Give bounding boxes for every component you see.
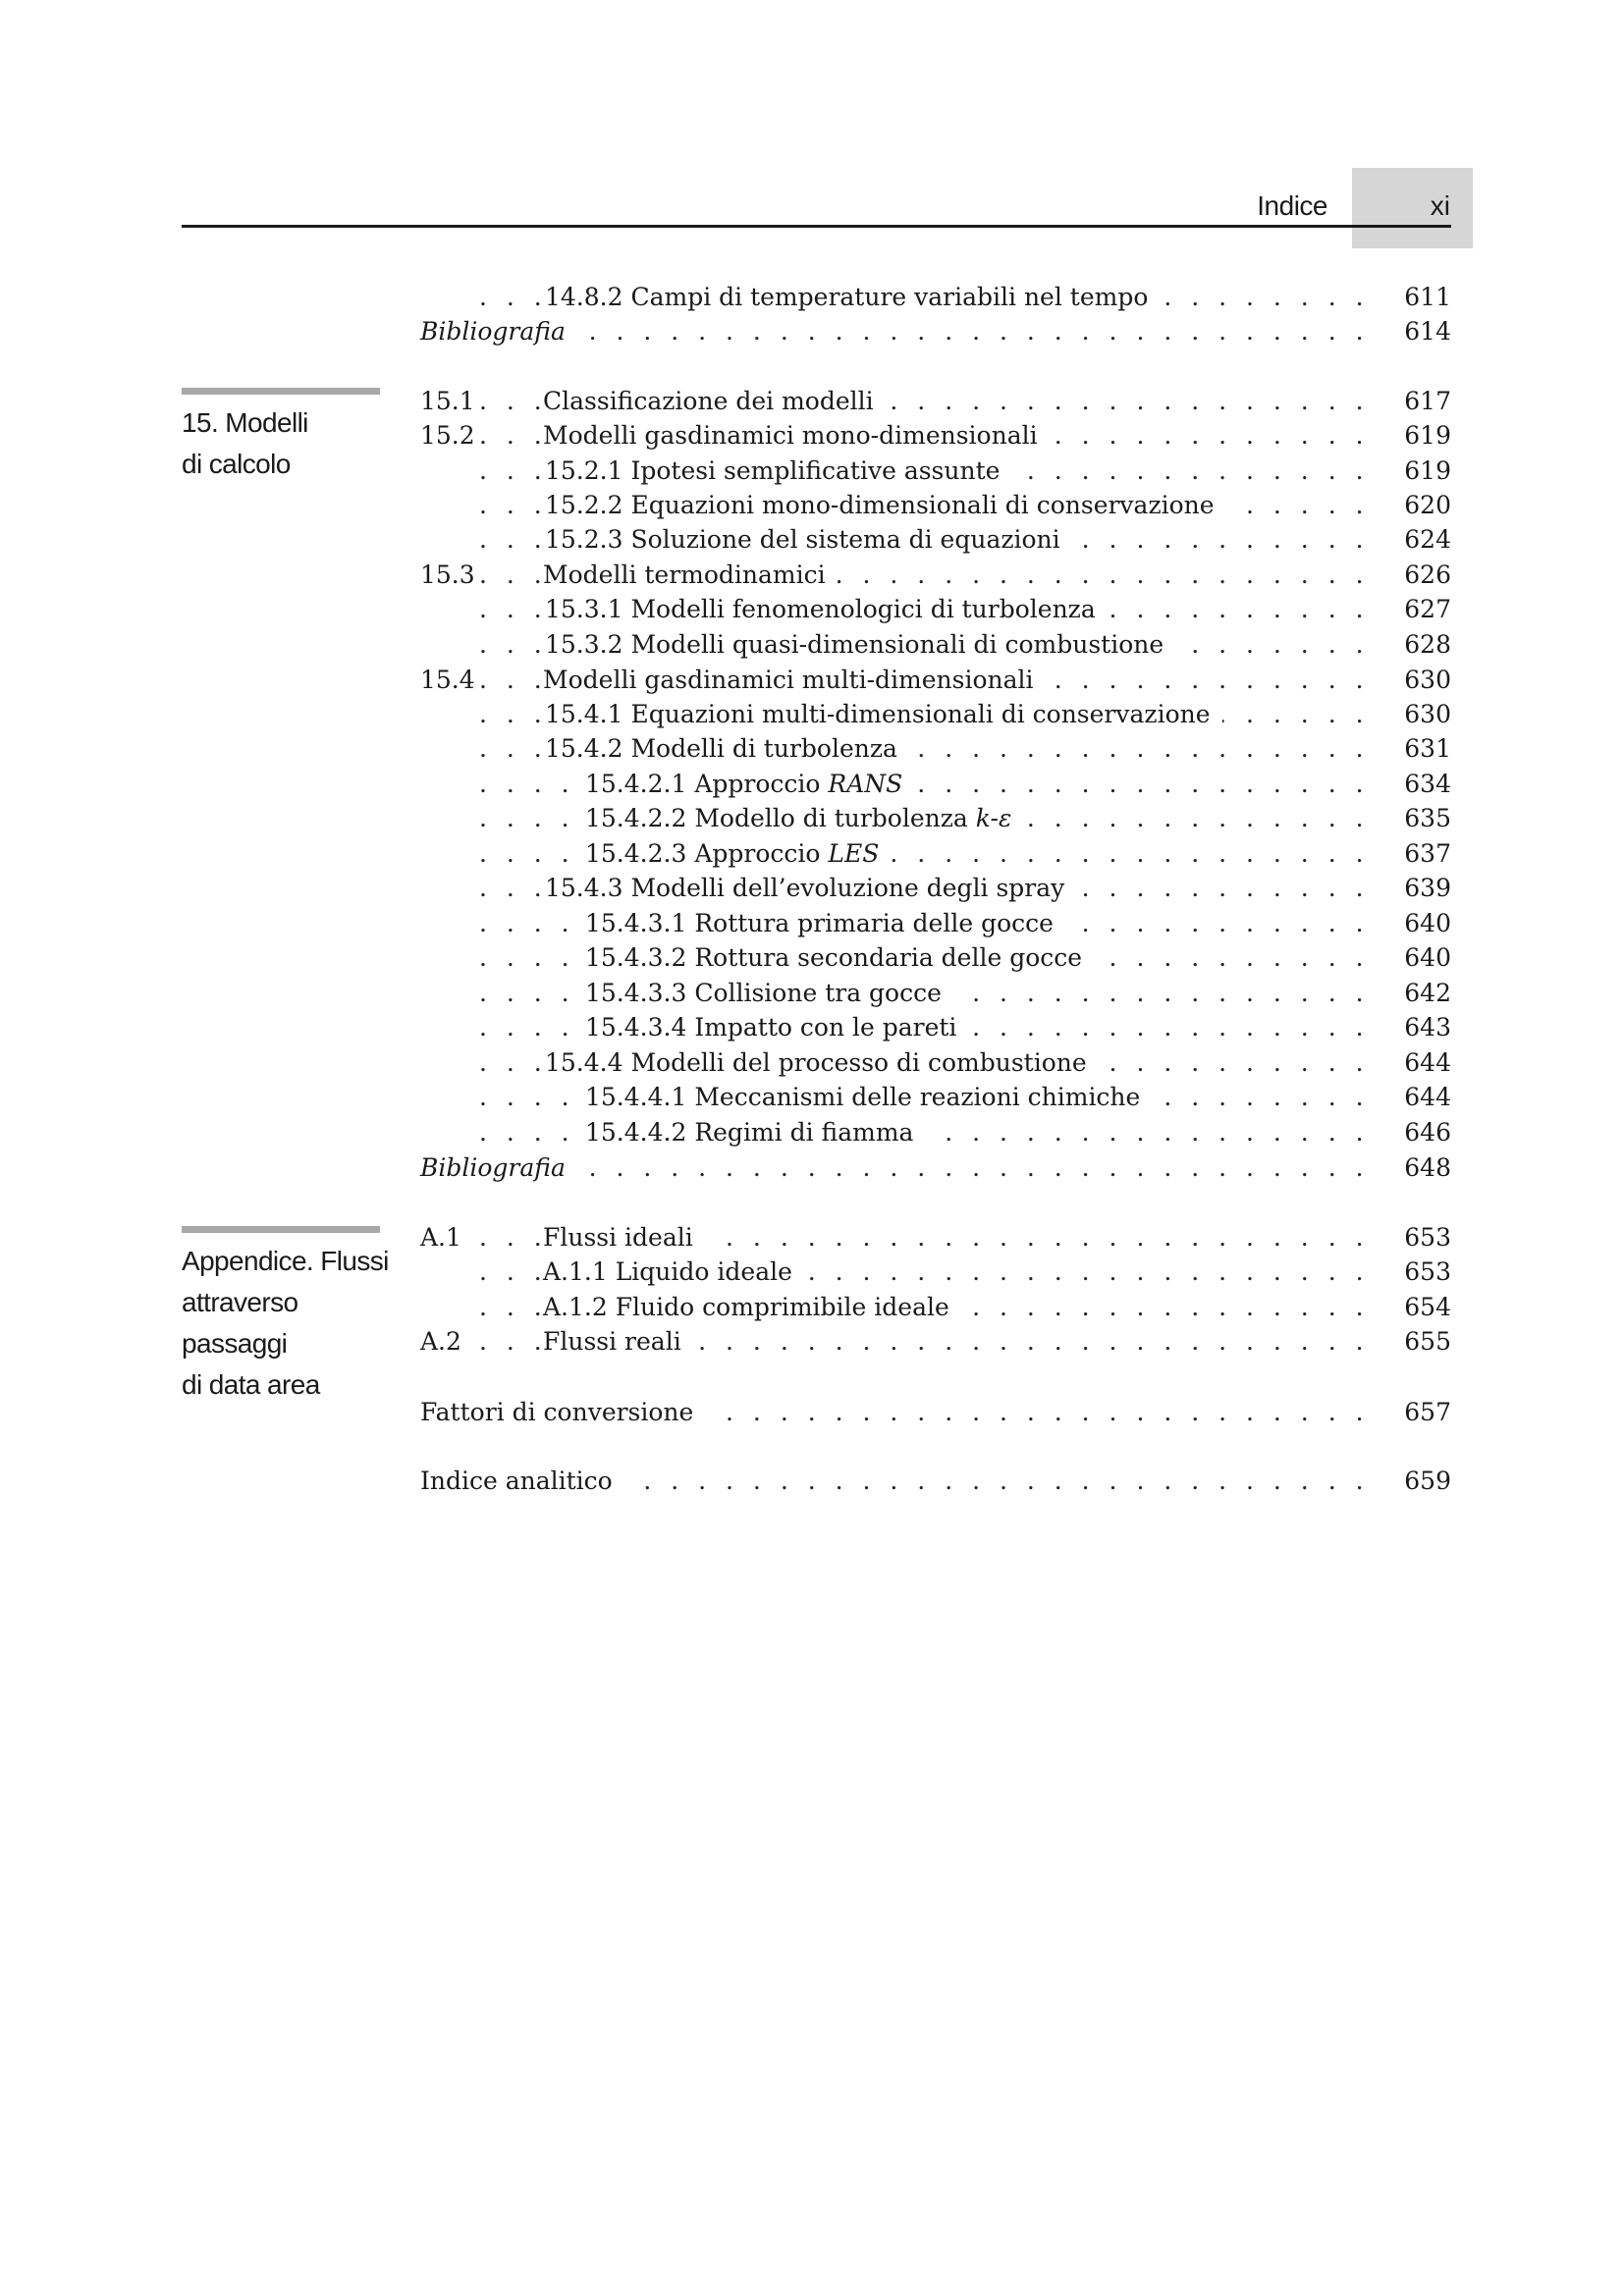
toc-entry[interactable] xyxy=(420,1080,1451,1115)
toc-entry-page: 653 xyxy=(1382,1220,1451,1255)
toc-entry-title: 15.4.2 Modelli di turbolenza xyxy=(545,731,909,767)
toc-entry[interactable] xyxy=(420,1395,1451,1430)
toc-entry-page: 611 xyxy=(1382,280,1451,315)
toc-entry-title: 15.4.4.1 Meccanismi delle reazioni chimiche xyxy=(585,1080,1152,1115)
toc-entry-page: 648 xyxy=(1382,1150,1451,1186)
toc-entry-title-emphasis: k-ε xyxy=(975,804,1012,832)
header-rule xyxy=(182,225,1451,228)
toc-entry-title: 15.4.3.3 Collisione tra gocce xyxy=(585,976,953,1011)
toc-entry-title: 15.4.4 Modelli del processo di combustione xyxy=(545,1045,1099,1081)
toc-entry-title: 15.4.3.2 Rottura secondaria delle gocce xyxy=(585,940,1094,976)
toc-entry-title: 15.4.3.1 Rottura primaria delle gocce xyxy=(585,906,1065,941)
toc-entry[interactable] xyxy=(420,454,1451,489)
toc-entry-title: 15.3.1 Modelli fenomenologici di turbolenza xyxy=(545,592,1108,627)
toc-entry-page: 630 xyxy=(1382,663,1451,698)
toc-entry-title: A.1.1 Liquido ideale xyxy=(543,1255,804,1290)
toc-entry[interactable] xyxy=(420,1290,1451,1325)
toc-entry-page: 659 xyxy=(1382,1464,1451,1499)
toc-entry-page: 637 xyxy=(1382,836,1451,872)
toc-entry-page: 619 xyxy=(1382,418,1451,454)
toc-entry-title: 15.2.3 Soluzione del sistema di equazioni xyxy=(545,522,1072,558)
toc-entry-number: A.2 xyxy=(420,1327,461,1356)
toc-entry-page: 654 xyxy=(1382,1290,1451,1325)
toc-entry-number: 15.1 xyxy=(420,387,475,415)
toc-entry-page: 640 xyxy=(1382,906,1451,941)
toc-entry-page: 630 xyxy=(1382,697,1451,732)
toc-entry[interactable] xyxy=(420,1255,1451,1290)
toc-entry[interactable] xyxy=(420,663,1451,698)
running-header-title: Indice xyxy=(1257,190,1327,221)
toc-entry[interactable] xyxy=(420,418,1451,454)
toc-entry[interactable] xyxy=(420,1220,1451,1255)
toc-entry-title: Indice analitico xyxy=(420,1464,624,1499)
toc-entry[interactable] xyxy=(420,314,1451,349)
toc-entry-title-text: 15.4.2.3 Approccio xyxy=(585,839,829,868)
toc-entry[interactable] xyxy=(420,1324,1451,1360)
toc-entry-title-emphasis: LES xyxy=(828,839,880,868)
toc-entry[interactable] xyxy=(420,1045,1451,1081)
toc-entry-page: 628 xyxy=(1382,627,1451,663)
dot-leader xyxy=(479,1150,1382,1186)
toc-entry-number: A.1 xyxy=(420,1223,461,1252)
toc-entry-page: 626 xyxy=(1382,558,1451,593)
toc-entry-title: 15.2.2 Equazioni mono-dimensionali di conservazione xyxy=(545,488,1226,523)
toc-entry[interactable] xyxy=(420,836,1451,872)
toc-entry[interactable] xyxy=(420,767,1451,802)
toc-entry[interactable] xyxy=(420,801,1451,836)
toc-entry-title: Flussi reali xyxy=(543,1324,693,1360)
toc-entry[interactable] xyxy=(420,1115,1451,1150)
toc-entry[interactable] xyxy=(420,1010,1451,1045)
section-title-appendix xyxy=(182,1241,393,1406)
toc-entry-page: 639 xyxy=(1382,871,1451,906)
toc-entry-title: 15.3.2 Modelli quasi-dimensionali di combustione xyxy=(545,627,1175,663)
toc-entry[interactable] xyxy=(420,488,1451,523)
toc-entry[interactable] xyxy=(420,627,1451,663)
toc-entry[interactable] xyxy=(420,384,1451,419)
toc-entry-title xyxy=(585,801,1023,836)
toc-entry-title xyxy=(585,767,914,802)
toc-entry[interactable] xyxy=(420,940,1451,976)
toc-entry-page: 644 xyxy=(1382,1080,1451,1115)
toc-entry-title: 15.4.1 Equazioni multi-dimensionali di conservazione xyxy=(545,697,1222,732)
toc-entry-title-text: 15.4.2.1 Approccio xyxy=(585,770,829,798)
toc-entry-title: 14.8.2 Campi di temperature variabili nel tempo xyxy=(545,280,1160,315)
toc-entry[interactable] xyxy=(420,280,1451,315)
toc-entry-title: Modelli termodinamici xyxy=(543,558,838,593)
toc-entry-page: 657 xyxy=(1382,1395,1451,1430)
toc-entry-title: Flussi ideali xyxy=(543,1220,705,1255)
toc-entry-page: 635 xyxy=(1382,801,1451,836)
toc-entry-number: 15.3 xyxy=(420,561,475,589)
toc-entry-page: 643 xyxy=(1382,1010,1451,1045)
section-title-line: di calcolo xyxy=(182,449,291,479)
section-rule xyxy=(182,1226,380,1233)
toc-entry-page: 614 xyxy=(1382,314,1451,349)
toc-entry-page: 627 xyxy=(1382,592,1451,627)
section-title-line: Appendice. Flussi xyxy=(182,1246,389,1276)
toc-entry[interactable] xyxy=(420,697,1451,732)
toc-entry-title: Bibliografia xyxy=(420,1150,577,1186)
toc-entry-title-text: 15.4.2.2 Modello di turbolenza xyxy=(585,804,976,832)
toc-entry-page: 619 xyxy=(1382,454,1451,489)
toc-entry-page: 617 xyxy=(1382,384,1451,419)
toc-entry[interactable] xyxy=(420,1150,1451,1186)
toc-entry[interactable] xyxy=(420,558,1451,593)
toc-entry-title: Modelli gasdinamici multi-dimensionali xyxy=(543,663,1046,698)
toc-entry-page: 642 xyxy=(1382,976,1451,1011)
toc-entry-page: 620 xyxy=(1382,488,1451,523)
section-rule xyxy=(182,388,380,395)
toc-entry-page: 644 xyxy=(1382,1045,1451,1081)
toc-entry[interactable] xyxy=(420,592,1451,627)
toc-entry-page: 624 xyxy=(1382,522,1451,558)
toc-entry-title-emphasis: RANS xyxy=(828,770,903,798)
toc-entry-title: Bibliografia xyxy=(420,314,577,349)
toc-entry-title: 15.4.3 Modelli dell’evoluzione degli spray xyxy=(545,871,1076,906)
toc-entry-page: 631 xyxy=(1382,731,1451,767)
toc-entry-title: 15.4.4.2 Regimi di fiamma xyxy=(585,1115,925,1150)
toc-entry-page: 655 xyxy=(1382,1324,1451,1360)
toc-entry-title: Fattori di conversione xyxy=(420,1395,705,1430)
toc-entry[interactable] xyxy=(420,522,1451,558)
toc-entry[interactable] xyxy=(420,976,1451,1011)
toc-entry-number: 15.4 xyxy=(420,666,475,694)
section-title-line: 15. Modelli xyxy=(182,407,308,438)
toc-entry-title: Modelli gasdinamici mono-dimensionali xyxy=(543,418,1050,454)
section-title-line: di data area xyxy=(182,1369,320,1400)
dot-leader xyxy=(479,314,1382,349)
toc-entry-title: 15.2.1 Ipotesi semplificative assunte xyxy=(545,454,1011,489)
toc-entry[interactable] xyxy=(420,1464,1451,1499)
toc-entry-page: 653 xyxy=(1382,1255,1451,1290)
toc-entry-number: 15.2 xyxy=(420,421,475,450)
toc-entry-page: 640 xyxy=(1382,940,1451,976)
toc-entry-title xyxy=(585,836,891,872)
toc-entry-page: 634 xyxy=(1382,767,1451,802)
toc-entry[interactable] xyxy=(420,871,1451,906)
toc-entry-title: 15.4.3.4 Impatto con le pareti xyxy=(585,1010,968,1045)
section-title-line: attraverso passaggi xyxy=(182,1287,298,1359)
toc-entry[interactable] xyxy=(420,731,1451,767)
toc-entry[interactable] xyxy=(420,906,1451,941)
toc-entry-title: A.1.2 Fluido comprimibile ideale xyxy=(543,1290,961,1325)
toc-entry-page: 646 xyxy=(1382,1115,1451,1150)
toc-entry-title: Classificazione dei modelli xyxy=(543,384,886,419)
section-title-chapter-15 xyxy=(182,402,393,485)
page-number: xi xyxy=(1430,190,1450,221)
